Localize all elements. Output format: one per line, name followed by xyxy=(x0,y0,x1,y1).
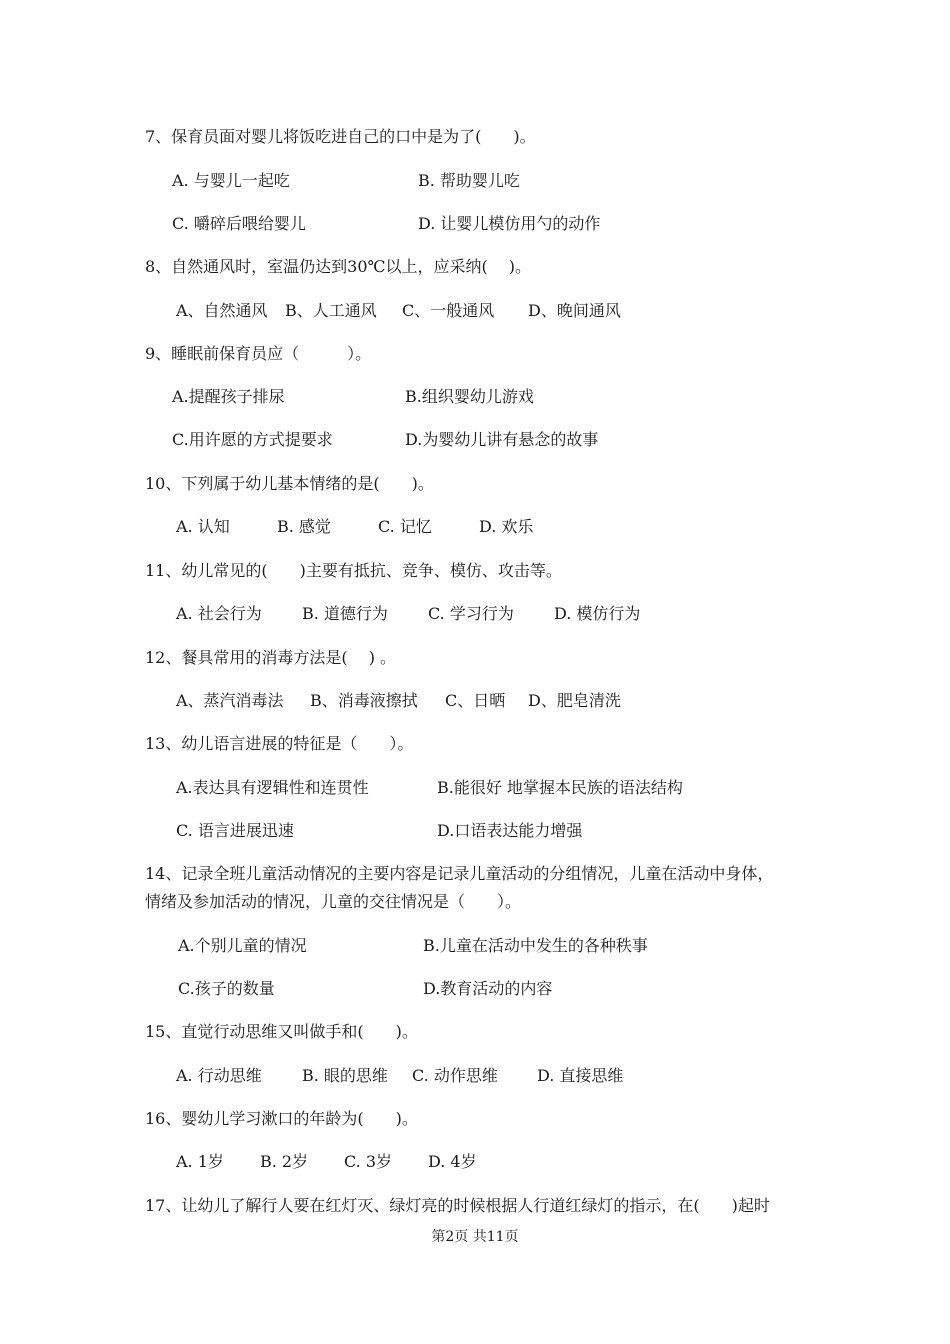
question-12-option-a: A、蒸汽消毒法 xyxy=(176,691,284,710)
question-14-option-c: C.孩子的数量 xyxy=(178,979,275,998)
question-15-option-b: B. 眼的思维 xyxy=(302,1066,388,1085)
question-11-option-d: D. 模仿行为 xyxy=(554,604,641,623)
question-8-option-a: A、自然通风 xyxy=(176,301,268,320)
question-12-option-d: D、肥皂清洗 xyxy=(528,691,621,710)
question-9-option-d: D.为婴幼儿讲有悬念的故事 xyxy=(405,430,599,449)
question-16-option-c: C. 3岁 xyxy=(344,1152,393,1171)
question-11-option-a: A. 社会行为 xyxy=(176,604,262,623)
question-9-stem: 9、睡眠前保育员应（ ）。 xyxy=(145,344,372,363)
question-13-option-c: C. 语言进展迅速 xyxy=(176,821,294,840)
question-7-option-d: D. 让婴儿模仿用勺的动作 xyxy=(418,214,601,233)
question-10-option-b: B. 感觉 xyxy=(277,517,331,536)
question-9-option-c: C.用许愿的方式提要求 xyxy=(172,430,333,449)
question-7-option-c: C. 嚼碎后喂给婴儿 xyxy=(172,214,306,233)
question-17-stem: 17、让幼儿了解行人要在红灯灭、绿灯亮的时候根据人行道红绿灯的指示，在( )起时 xyxy=(145,1196,770,1215)
question-10-option-c: C. 记忆 xyxy=(378,517,432,536)
question-12-option-c: C、日晒 xyxy=(445,691,506,710)
question-14-option-a: A.个别儿童的情况 xyxy=(178,936,307,955)
question-11-option-c: C. 学习行为 xyxy=(428,604,514,623)
question-10-option-d: D. 欢乐 xyxy=(479,517,534,536)
question-12-option-b: B、消毒液擦拭 xyxy=(310,691,418,710)
question-7-option-b: B. 帮助婴儿吃 xyxy=(418,171,520,190)
question-15-option-a: A. 行动思维 xyxy=(176,1066,262,1085)
question-15-option-c: C. 动作思维 xyxy=(412,1066,498,1085)
question-8-option-d: D、晚间通风 xyxy=(528,301,621,320)
question-8-option-c: C、一般通风 xyxy=(402,301,495,320)
question-16-stem: 16、婴幼儿学习漱口的年龄为( )。 xyxy=(145,1109,418,1128)
question-12-stem: 12、餐具常用的消毒方法是( ) 。 xyxy=(145,648,397,667)
question-11-stem: 11、幼儿常见的( )主要有抵抗、竞争、模仿、攻击等。 xyxy=(145,561,562,580)
question-13-stem: 13、幼儿语言进展的特征是（ ）。 xyxy=(145,734,414,753)
question-10-option-a: A. 认知 xyxy=(176,517,230,536)
question-14-option-d: D.教育活动的内容 xyxy=(423,979,553,998)
question-15-stem: 15、直觉行动思维又叫做手和( )。 xyxy=(145,1022,418,1041)
question-14-stem-line-1: 14、记录全班儿童活动情况的主要内容是记录儿童活动的分组情况，儿童在活动中身体， xyxy=(145,864,774,883)
question-9-option-b: B.组织婴幼儿游戏 xyxy=(405,387,534,406)
question-16-option-b: B. 2岁 xyxy=(260,1152,309,1171)
question-15-option-d: D. 直接思维 xyxy=(537,1066,624,1085)
question-14-stem-line-2: 情绪及参加活动的情况，儿童的交往情况是（ ）。 xyxy=(145,892,522,911)
page-footer: 第2页 共11页 xyxy=(431,1229,519,1245)
question-16-option-d: D. 4岁 xyxy=(428,1152,477,1171)
question-7-stem: 7、保育员面对婴儿将饭吃进自己的口中是为了( )。 xyxy=(145,127,536,146)
question-8-option-b: B、人工通风 xyxy=(285,301,377,320)
question-13-option-a: A.表达具有逻辑性和连贯性 xyxy=(176,778,369,797)
question-9-option-a: A.提醒孩子排尿 xyxy=(172,387,285,406)
question-7-option-a: A. 与婴儿一起吃 xyxy=(172,171,290,190)
question-13-option-d: D.口语表达能力增强 xyxy=(437,821,583,840)
question-14-option-b: B.儿童在活动中发生的各种秩事 xyxy=(423,936,648,955)
question-13-option-b: B.能很好 地掌握本民族的语法结构 xyxy=(437,778,683,797)
question-11-option-b: B. 道德行为 xyxy=(302,604,388,623)
question-10-stem: 10、下列属于幼儿基本情绪的是( )。 xyxy=(145,474,434,493)
question-16-option-a: A. 1岁 xyxy=(176,1152,224,1171)
question-8-stem: 8、自然通风时，室温仍达到30℃以上，应采纳( )。 xyxy=(145,257,532,276)
